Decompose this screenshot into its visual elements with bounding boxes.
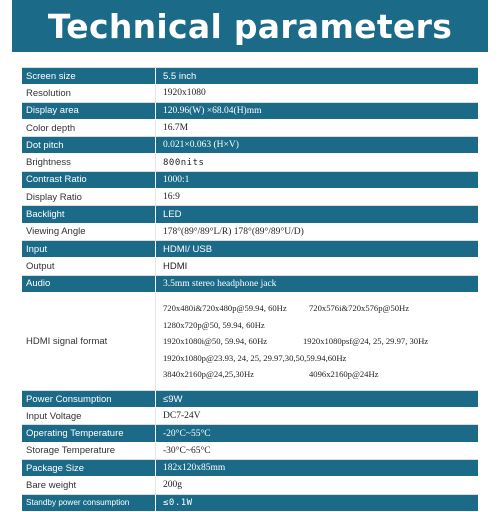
spec-row-hdmi-signal-format bbox=[22, 293, 478, 391]
spec-row-storage-temperature bbox=[22, 443, 478, 460]
spec-row-display-ratio bbox=[22, 189, 478, 206]
spec-value: 16:9 bbox=[155, 189, 478, 205]
spec-value: 178°(89°/89°L/R) 178°(89°/89°U/D) bbox=[155, 224, 478, 240]
spec-label: Contrast Ratio bbox=[26, 174, 87, 186]
spec-value: 5.5 inch bbox=[155, 68, 478, 84]
spec-row-package-size bbox=[22, 460, 478, 477]
spec-row-bare-weight bbox=[22, 477, 478, 494]
spec-label: Viewing Angle bbox=[26, 226, 86, 238]
spec-label: Output bbox=[26, 260, 55, 272]
spec-row-output bbox=[22, 258, 478, 275]
hdmi-format-item: 720x576i&720x576p@50Hz bbox=[309, 303, 410, 314]
spec-label: Resolution bbox=[26, 87, 71, 99]
spec-value: 120.96(W) ×68.04(H)mm bbox=[155, 103, 478, 119]
spec-label: Package Size bbox=[26, 462, 85, 474]
hdmi-format-item: 3840x2160p@24,25,30Hz bbox=[163, 369, 254, 380]
hdmi-format-item: 1920x1080p@23.93, 24, 25, 29.97,30,50,59.94,60Hz bbox=[163, 352, 347, 363]
spec-value: DC7-24V bbox=[155, 408, 478, 424]
spec-label: Standby power consumption bbox=[26, 498, 130, 508]
hdmi-format-item: 1920x1080i@50, 59.94, 60Hz bbox=[163, 336, 268, 347]
spec-row-screen-size bbox=[22, 68, 478, 85]
spec-value: 200g bbox=[155, 477, 478, 493]
spec-value: 1000:1 bbox=[155, 172, 478, 188]
spec-value: 16.7M bbox=[155, 120, 478, 136]
spec-value: 0.021×0.063 (H×V) bbox=[155, 137, 478, 153]
spec-value: -30°C~65°C bbox=[155, 443, 478, 459]
spec-label: Audio bbox=[26, 278, 51, 290]
hdmi-format-list bbox=[155, 293, 478, 390]
spec-row-audio bbox=[22, 276, 478, 293]
spec-row-contrast-ratio bbox=[22, 172, 478, 189]
spec-value: 3.5mm stereo headphone jack bbox=[155, 276, 478, 292]
spec-row-operating-temperature bbox=[22, 425, 478, 442]
spec-label: Operating Temperature bbox=[26, 428, 124, 440]
spec-value: HDMI/ USB bbox=[155, 241, 478, 257]
spec-label: Input bbox=[26, 243, 48, 255]
spec-label: Storage Temperature bbox=[26, 445, 116, 457]
hdmi-format-item: 4096x2160p@24Hz bbox=[309, 369, 379, 380]
spec-value: ≤0.1W bbox=[155, 495, 478, 511]
hdmi-format-item: 720x480i&720x480p@59.94, 60Hz bbox=[163, 303, 287, 314]
spec-label: Brightness bbox=[26, 157, 71, 169]
spec-row-dot-pitch bbox=[22, 137, 478, 154]
spec-value: 800nits bbox=[155, 154, 478, 170]
spec-label: Display area bbox=[26, 105, 79, 117]
spec-row-display-area bbox=[22, 103, 478, 120]
spec-row-viewing-angle bbox=[22, 224, 478, 241]
hdmi-format-line bbox=[163, 317, 265, 334]
spec-row-backlight bbox=[22, 206, 478, 223]
spec-row-input-voltage bbox=[22, 408, 478, 425]
spec-table bbox=[22, 67, 478, 512]
spec-value: ≤9W bbox=[155, 391, 478, 407]
title-banner bbox=[12, 0, 488, 52]
hdmi-format-line bbox=[163, 350, 346, 367]
hdmi-format-line bbox=[163, 366, 379, 383]
spec-label: Power Consumption bbox=[26, 393, 112, 405]
spec-value: 1920x1080 bbox=[155, 85, 478, 101]
spec-row-brightness bbox=[22, 154, 478, 171]
hdmi-format-line bbox=[163, 333, 428, 350]
page-title: Technical parameters bbox=[47, 6, 453, 46]
spec-row-standby-power bbox=[22, 495, 478, 512]
spec-row-resolution bbox=[22, 85, 478, 102]
spec-value: 182x120x85mm bbox=[155, 460, 478, 476]
spec-row-input bbox=[22, 241, 478, 258]
spec-row-power-consumption bbox=[22, 391, 478, 408]
spec-label: HDMI signal format bbox=[26, 335, 108, 347]
spec-value: LED bbox=[155, 206, 478, 222]
spec-label: Color depth bbox=[26, 122, 76, 134]
hdmi-format-item: 1280x720p@50, 59.94, 60Hz bbox=[163, 319, 265, 330]
spec-label: Dot pitch bbox=[26, 139, 64, 151]
spec-label: Backlight bbox=[26, 209, 65, 221]
hdmi-format-item: 1920x1080psf@24, 25, 29.97, 30Hz bbox=[303, 336, 429, 347]
spec-label: Bare weight bbox=[26, 479, 77, 491]
spec-value: HDMI bbox=[155, 258, 478, 274]
hdmi-format-line bbox=[163, 300, 409, 317]
spec-row-color-depth bbox=[22, 120, 478, 137]
spec-label: Input Voltage bbox=[26, 410, 82, 422]
spec-label: Screen size bbox=[26, 70, 76, 82]
spec-label: Display Ratio bbox=[26, 191, 82, 203]
spec-value: -20°C~55°C bbox=[155, 425, 478, 441]
